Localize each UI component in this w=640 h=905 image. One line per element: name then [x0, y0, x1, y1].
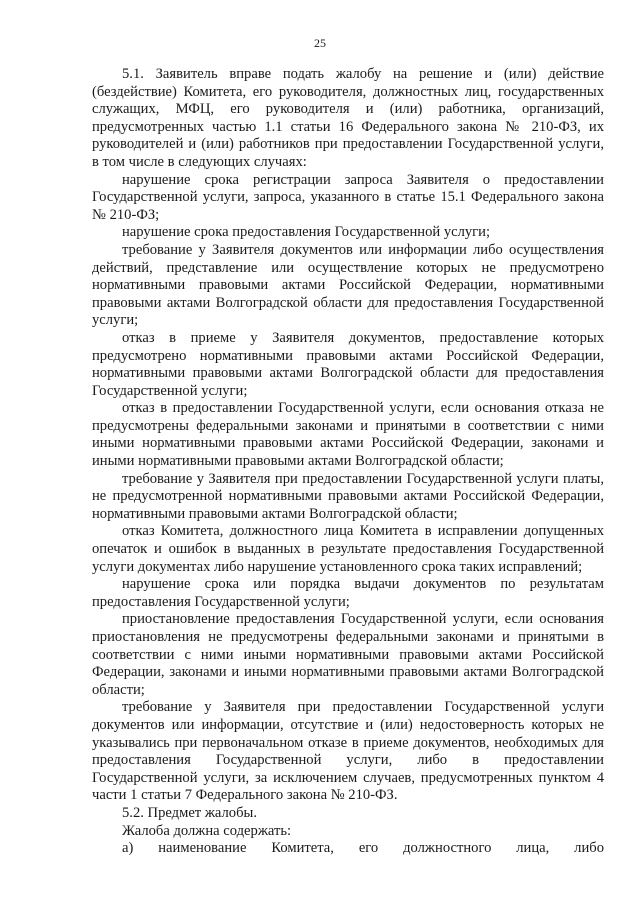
- list-item: нарушение срока или порядка выдачи документов по результатам предоставления Государственной услуги;: [92, 576, 604, 610]
- list-item: нарушение срока регистрации запроса Заявителя о предоставлении Государственной услуги, запроса, указанного в статье 15.1 Федерального закона № 210-ФЗ;: [92, 171, 604, 223]
- list-item: приостановление предоставления Государственной услуги, если основания приостановления не предусмотрены федеральными законами и принятыми в соответствии с ними иными нормативными правовыми актами Российской Федерации, законами и иными нормативными правовыми актами Волгоградской области;: [92, 611, 604, 698]
- paragraph-5-2: 5.2. Предмет жалобы.: [122, 804, 257, 821]
- list-item: нарушение срока предоставления Государственной услуги;: [122, 224, 491, 241]
- paragraph-complaint-content: Жалоба должна содержать:: [122, 822, 292, 839]
- list-item: требование у Заявителя при предоставлении Государственной услуги платы, не предусмотренной нормативными правовыми актами Российской Федерации, нормативными правовыми актами Волгоградской области;: [92, 470, 604, 522]
- paragraph-5-1: 5.1. Заявитель вправе подать жалобу на решение и (или) действие (бездействие) Комитета, его руководителя, должностных лиц, государственных служащих, МФЦ, его руководителя и (или) работника, организаций, предусмотренных частью 1.1 статьи 16 Федерального закона № 210-ФЗ, их руководителей и (или) работников при предоставлении Государственной услуги, в том числе в следующих случаях:: [92, 66, 604, 170]
- list-item: требование у Заявителя при предоставлении Государственной услуги документов или информации, отсутствие и (или) недостоверность которых не указывались при первоначальном отказе в приеме документов, необходимых для предоставления Государственной услуги, либо в предоставлении Государственной услуги, за исключением случаев, предусмотренных пунктом 4 части 1 статьи 7 Федерального закона № 210-ФЗ.: [92, 699, 604, 804]
- document-body: [92, 66, 604, 858]
- page-number: 25: [314, 36, 326, 50]
- list-item: отказ Комитета, должностного лица Комитета в исправлении допущенных опечаток и ошибок в выданных в результате предоставления Государственной услуги документах либо нарушение установленного срока таких исправлений;: [92, 523, 604, 575]
- list-item: требование у Заявителя документов или информации либо осуществления действий, представление или осуществление которых не предусмотрено нормативными правовыми актами Российской Федерации, нормативными правовыми актами Волгоградской области для предоставления Государственной услуги;: [92, 241, 604, 329]
- paragraph-item-a: а) наименование Комитета, его должностного лица, либо: [122, 840, 604, 857]
- list-item: отказ в приеме у Заявителя документов, предоставление которых предусмотрено нормативными правовыми актами Российской Федерации, нормативными правовыми актами Волгоградской области для предоставления Государственной услуги;: [92, 329, 604, 399]
- list-item: отказ в предоставлении Государственной услуги, если основания отказа не предусмотрены федеральными законами и принятыми в соответствии с ними иными нормативными правовыми актами Российской Федерации, законами и иными нормативными правовыми актами Волгоградской области;: [92, 400, 604, 470]
